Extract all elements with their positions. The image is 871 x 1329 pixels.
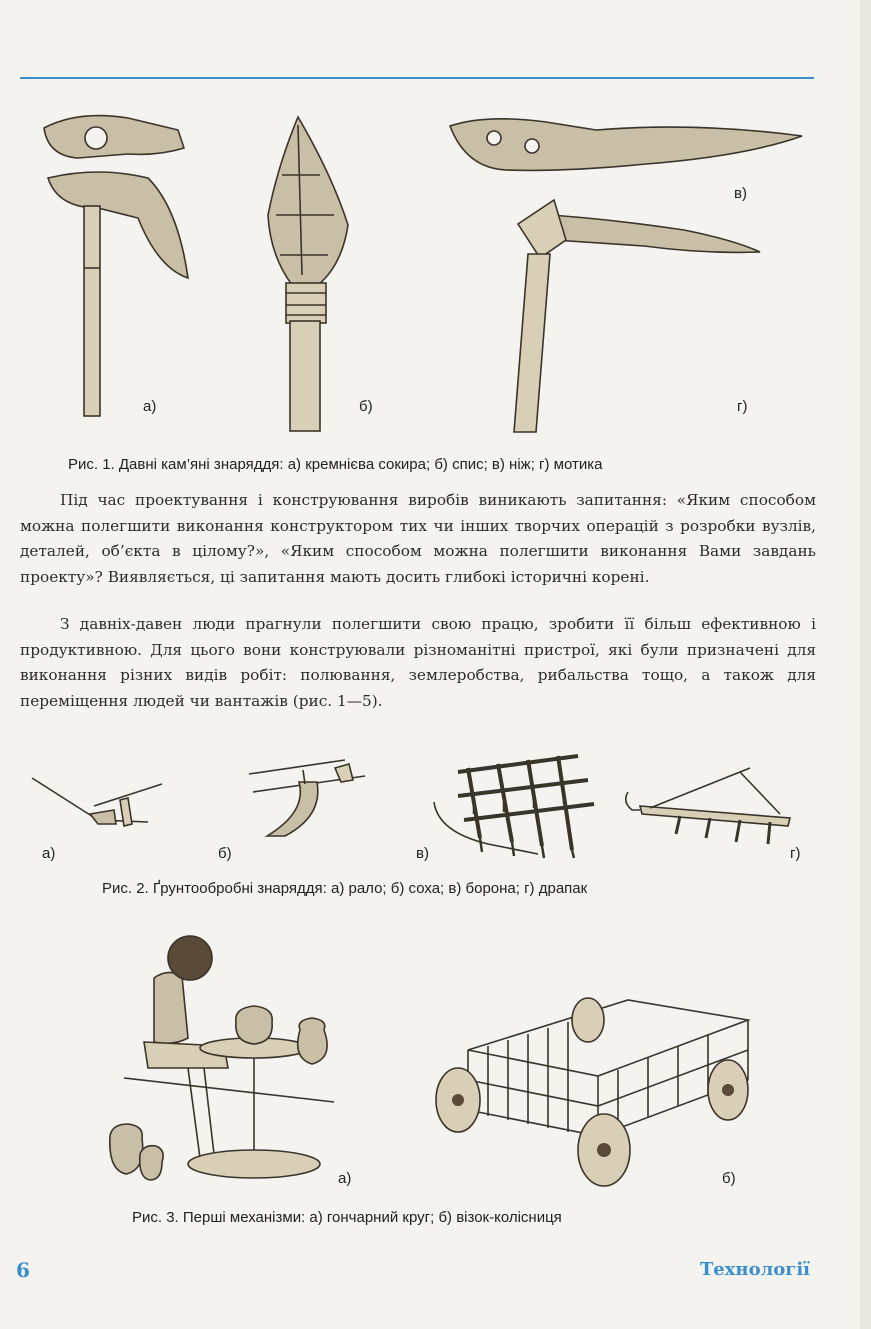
knife-illustration [446, 112, 806, 182]
subject-title: Технології [699, 1259, 810, 1280]
flint-axe-illustration [38, 108, 198, 428]
fig2-label-b: б) [218, 845, 232, 862]
figure1-caption: Рис. 1. Давні кам’яні знаряддя: а) кремнієва сокира; б) спис; в) ніж; г) мотика [68, 456, 603, 473]
paragraph-2: З давніх-давен люди прагнули полегшити свою працю, зробити її більш ефективною і продуктивною. Для цього вони конструювали різноманітні пристрої, які були призначені для виконання різних видів робіт: полювання, землеробства, рибальства тощо, а також для переміщення людей чи вантажів (рис. 1—5). [20, 615, 816, 710]
fig2-label-a: а) [42, 845, 56, 862]
figure2-caption: Рис. 2. Ґрунтообробні знаряддя: а) рало; б) соха; в) борона; г) драпак [102, 880, 588, 897]
potters-wheel-illustration [104, 918, 364, 1194]
fig3-label-a: а) [338, 1170, 352, 1187]
spear-illustration [262, 115, 362, 435]
paragraph-1: Під час проектування і конструювання виробів виникають запитання: «Яким способом можна полегшити виконання конструктором тих чи інших творчих операцій з розробки вузлів, деталей, об’єкта в цілому?», «Яким способом можна полегшити виконання Вами завдань проекту»? Виявляється, ці запитання мають досить глибокі історичні корені. [20, 491, 816, 586]
fig2-label-v: в) [416, 845, 429, 862]
harrow-illustration [428, 742, 598, 860]
hoe-illustration [484, 196, 764, 436]
ralo-illustration [28, 770, 168, 832]
sokha-illustration [245, 752, 375, 844]
fig1-label-g: г) [737, 398, 748, 415]
fig1-label-v: в) [734, 185, 747, 202]
figure3-caption: Рис. 3. Перші механізми: а) гончарний круг; б) візок-колісниця [132, 1209, 562, 1226]
fig1-label-b: б) [359, 398, 373, 415]
fig1-label-a: а) [143, 398, 157, 415]
fig3-label-b: б) [722, 1170, 736, 1187]
wheeled-cart-illustration [428, 980, 758, 1190]
header-rule [20, 77, 814, 79]
page-number: 6 [16, 1258, 30, 1282]
fig2-label-g: г) [790, 845, 801, 862]
drapak-illustration [620, 762, 800, 848]
